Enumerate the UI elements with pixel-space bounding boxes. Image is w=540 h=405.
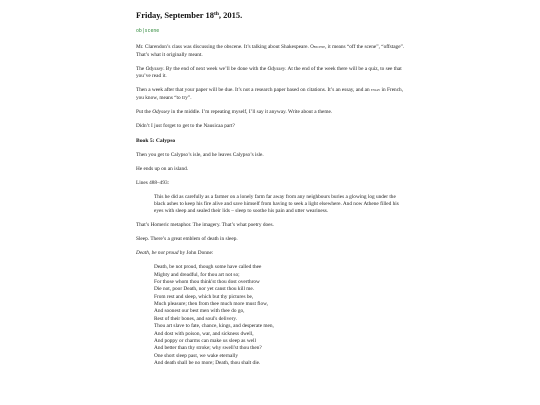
poem-attribution: by John Donne: <box>178 250 214 257</box>
paragraph-4 <box>136 109 406 117</box>
article <box>136 10 406 367</box>
paragraph-8: Lines 488–493: <box>136 179 170 186</box>
poem-line: And soonest our best men with thee do go, <box>154 308 245 315</box>
paragraph-3 <box>136 87 406 102</box>
paragraph-1 <box>136 44 406 59</box>
p3-smallcaps: essay <box>370 88 381 94</box>
p4-italic: Odyssey <box>152 108 170 115</box>
code-tag: ob|scene <box>136 29 160 34</box>
poem-line: Death, be not proud, though some have called thee <box>154 264 262 271</box>
p1-text-b: , it means “off the scene”, “offstage”. That’s what it originally meant. <box>136 44 405 58</box>
poem-line: One short sleep past, we wake eternally <box>154 352 238 359</box>
poem-line: And poppy or charms can make us sleep as well <box>154 337 256 344</box>
title-main: Friday, September 18 <box>136 10 214 20</box>
poem-line: Thou art slave to fate, chance, kings, and desperate men, <box>154 323 274 330</box>
p1-smallcaps: Obscene <box>310 45 326 50</box>
poem-line: For those whom thou think'st thou dost overthrow <box>154 279 260 286</box>
p1-text-a: Mr. Clarendon’s class was discussing the obscene. It’s talking about Shakespeare. <box>136 44 309 50</box>
p2-italic-2: Odyssey <box>267 65 286 72</box>
paragraph-5: Didn’t I just forget to get to the Nausicaa part? <box>136 122 235 129</box>
poem-line: Rest of their bones, and soul's delivery. <box>154 315 237 322</box>
paragraph-9: That’s Homeric metaphor. The imagery. That’s what poetry does. <box>136 222 274 229</box>
poem <box>154 264 406 367</box>
paragraph-7: He ends up on an island. <box>136 165 189 172</box>
poem-line: And death shall be no more; Death, thou shalt die. <box>154 359 261 366</box>
paragraph-10: Sleep. There’s a great emblem of death in sleep. <box>136 236 238 243</box>
paragraph-2 <box>136 66 406 81</box>
p2-text-a: The <box>136 65 146 72</box>
p4-text-b: in the middle. I’m repeating myself, I’ll say it anyway. Write about a theme. <box>169 108 333 115</box>
section-heading: Book 5: Calypso <box>136 137 176 144</box>
title-suffix: , 2015. <box>218 10 243 20</box>
poem-line: Die not, poor Death, nor yet canst thou kill me. <box>154 286 255 293</box>
poem-line: Much pleasure; then from thee much more must flow, <box>154 301 268 308</box>
page-title <box>136 10 406 21</box>
paragraph-11 <box>136 250 406 258</box>
paragraph-6: Then you get to Calypso’s isle, and he leaves Calypso’s isle. <box>136 151 264 158</box>
block-quote: This he did as carefully as a farmer on a lonely farm far away from any neighbours buries a glowing log under the black ashes to keep his fire alive and save himself from having to seek a light elsewhere. And now Athene filled his eyes with sleep and sealed their lids – sleep to soothe his pain and utter weariness. <box>154 193 399 215</box>
poem-line: From rest and sleep, which but thy pictures be, <box>154 293 254 300</box>
p2-text-c: . At the end of the week there will be a quiz, to see that you’ve read it. <box>136 65 402 80</box>
p3-text-a: Then a week after that your paper will be due. It’s not a research paper based on citations. It’s an essay, and an <box>136 87 371 94</box>
poem-line: Mighty and dreadful, for thou art not so; <box>154 271 240 278</box>
poem-title-italic: Death, be not proud <box>136 250 179 257</box>
poem-line: And dost with poison, war, and sickness dwell, <box>154 330 254 337</box>
p4-text-a: Put the <box>136 108 153 115</box>
p3-text-b: in French, you know, means “to try”. <box>136 87 404 101</box>
title-superscript: th <box>214 11 219 17</box>
p2-text-b: . By the end of next week we’ll be done with the <box>163 65 268 72</box>
p2-italic-1: Odyssey <box>145 65 164 72</box>
poem-line: And better than thy stroke; why swell'st thou then? <box>154 345 262 352</box>
